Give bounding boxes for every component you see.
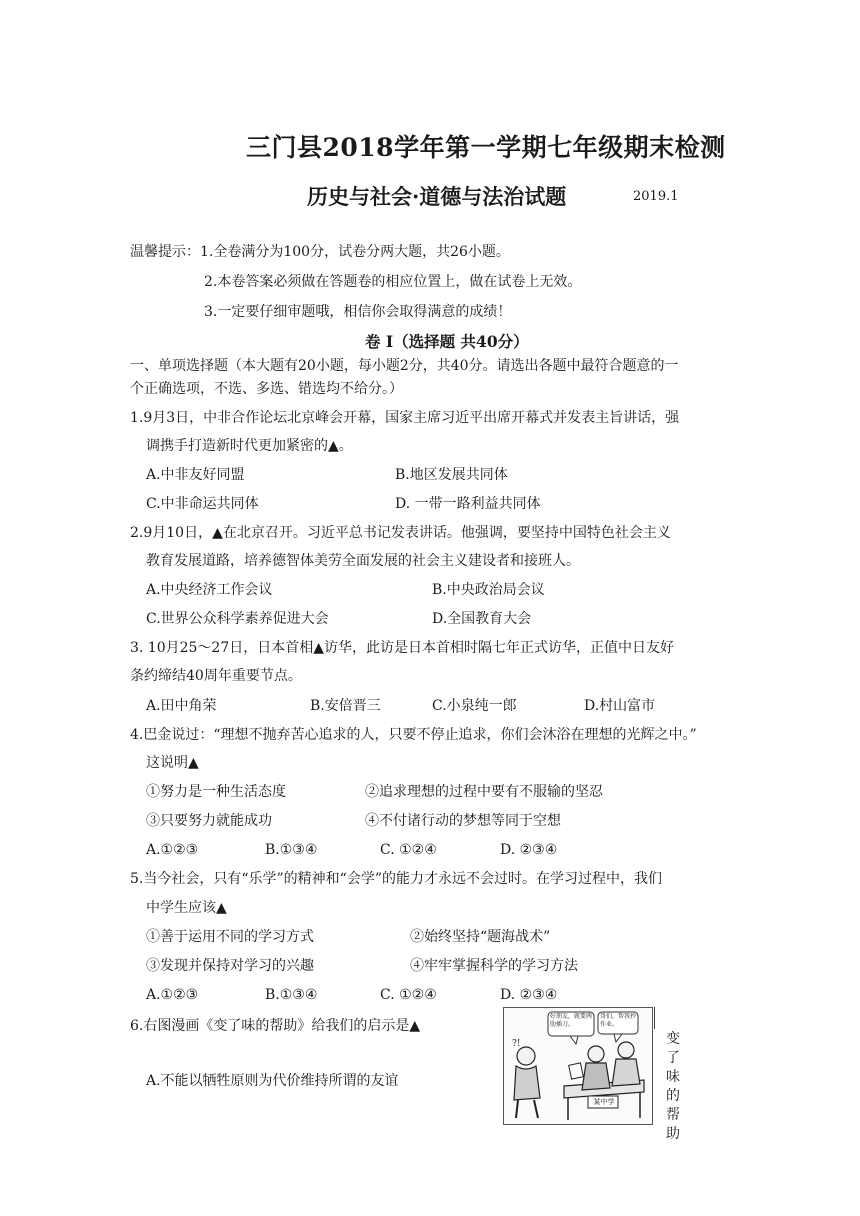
notice-item: 1.全卷满分为100分，试卷分两大题，共26小题。 [200, 244, 510, 260]
desk-label: 某中学 [593, 1098, 615, 1106]
option: D.全国教育大会 [432, 611, 532, 627]
question-stem: 4.巴金说过：“理想不抛弃苦心追求的人，只要不停止追求，你们会沐浴在理想的光辉之中。” [130, 727, 697, 743]
option: D. 一带一路利益共同体 [395, 496, 541, 512]
statement: ③发现并保持对学习的兴趣 [146, 958, 314, 974]
option: D.村山富市 [584, 698, 656, 714]
option: D. ②③④ [500, 987, 558, 1003]
exam-title: 三门县2018学年第一学期七年级期末检测 [246, 133, 726, 162]
cartoon-illustration [503, 1007, 653, 1125]
option: C. ①②④ [380, 842, 437, 858]
caption-divider [654, 1007, 655, 1029]
notice-item: 3.一定要仔细审题哦，相信你会取得满意的成绩！ [204, 304, 512, 320]
statement: ④不付诸行动的梦想等同于空想 [365, 813, 561, 829]
option: A.①②③ [146, 987, 199, 1003]
option: B.安倍晋三 [310, 698, 381, 714]
question-stem: 3. 10月25～27日，日本首相▲访华，此访是日本首相时隔七年正式访华，正值中日友好 [130, 640, 675, 656]
question-stem: 5.当今社会，只有“乐学”的精神和“会学”的能力才永远不会过时。在学习过程中，我们 [130, 871, 662, 887]
option: C.世界公众科学素养促进大会 [146, 611, 329, 627]
question-stem: 中学生应该▲ [146, 900, 227, 916]
cartoon-drawing [504, 1008, 652, 1124]
option: A.中央经济工作会议 [146, 582, 273, 598]
section-instructions: 个正确选项，不选、多选、错选均不给分。） [130, 381, 403, 397]
statement: ③只要努力就能成功 [146, 813, 272, 829]
question-stem: 2.9月10日，▲在北京召开。习近平总书记发表讲话。他强调，要坚持中国特色社会主义 [130, 525, 671, 541]
statement: ②追求理想的过程中要有不服输的坚忍 [365, 784, 603, 800]
option: C. ①②④ [380, 987, 437, 1003]
option: D. ②③④ [500, 842, 558, 858]
section-heading: 卷 Ⅰ（选择题 共40分） [365, 332, 529, 351]
question-stem: 教育发展道路，培养德智体美劳全面发展的社会主义建设者和接班人。 [146, 553, 580, 569]
exam-subtitle: 历史与社会·道德与法治试题 [307, 184, 567, 209]
option: C.中非命运共同体 [146, 496, 259, 512]
section-instructions: 一、单项选择题（本大题有20小题，每小题2分，共40分。请选出各题中最符合题意的一 [130, 358, 679, 374]
notice-item: 2.本卷答案必须做在答题卷的相应位置上，做在试卷上无效。 [204, 274, 582, 290]
option: B.中央政治局会议 [432, 582, 545, 598]
statement: ①努力是一种生活态度 [146, 784, 286, 800]
question-stem: 1.9月3日，中非合作论坛北京峰会开幕，国家主席习近平出席开幕式并发表主旨讲话，强 [130, 410, 680, 426]
question-stem: 条约缔结40周年重要节点。 [130, 668, 302, 684]
option: C.小泉纯一郎 [432, 698, 517, 714]
statement: ①善于运用不同的学习方式 [146, 929, 314, 945]
option: A.田中角荣 [146, 698, 217, 714]
statement: ②始终坚持“题海战术” [410, 929, 551, 945]
svg-text:?!: ?! [512, 1039, 521, 1049]
exam-date: 2019.1 [633, 189, 679, 204]
cartoon-caption: 变了味的帮助 [666, 1031, 680, 1142]
notice-label: 温馨提示： [130, 244, 200, 260]
option: A.不能以牺牲原则为代价维持所谓的友谊 [146, 1073, 399, 1089]
statement: ④牢牢掌握科学的学习方法 [410, 958, 578, 974]
option: B.①③④ [265, 842, 318, 858]
option: A.①②③ [146, 842, 199, 858]
question-stem: 这说明▲ [146, 755, 199, 771]
bubble-left-text: 好朋友，就要两肋插刀。 [550, 1013, 592, 1028]
option: B.地区发展共同体 [395, 467, 508, 483]
question-stem: 6.右图漫画《变了味的帮助》给我们的启示是▲ [130, 1018, 421, 1034]
option: A.中非友好同盟 [146, 467, 245, 483]
bubble-right-text: 哥们，帮我抄作业。 [600, 1013, 636, 1028]
question-stem: 调携手打造新时代更加紧密的▲。 [146, 438, 353, 454]
option: B.①③④ [265, 987, 318, 1003]
